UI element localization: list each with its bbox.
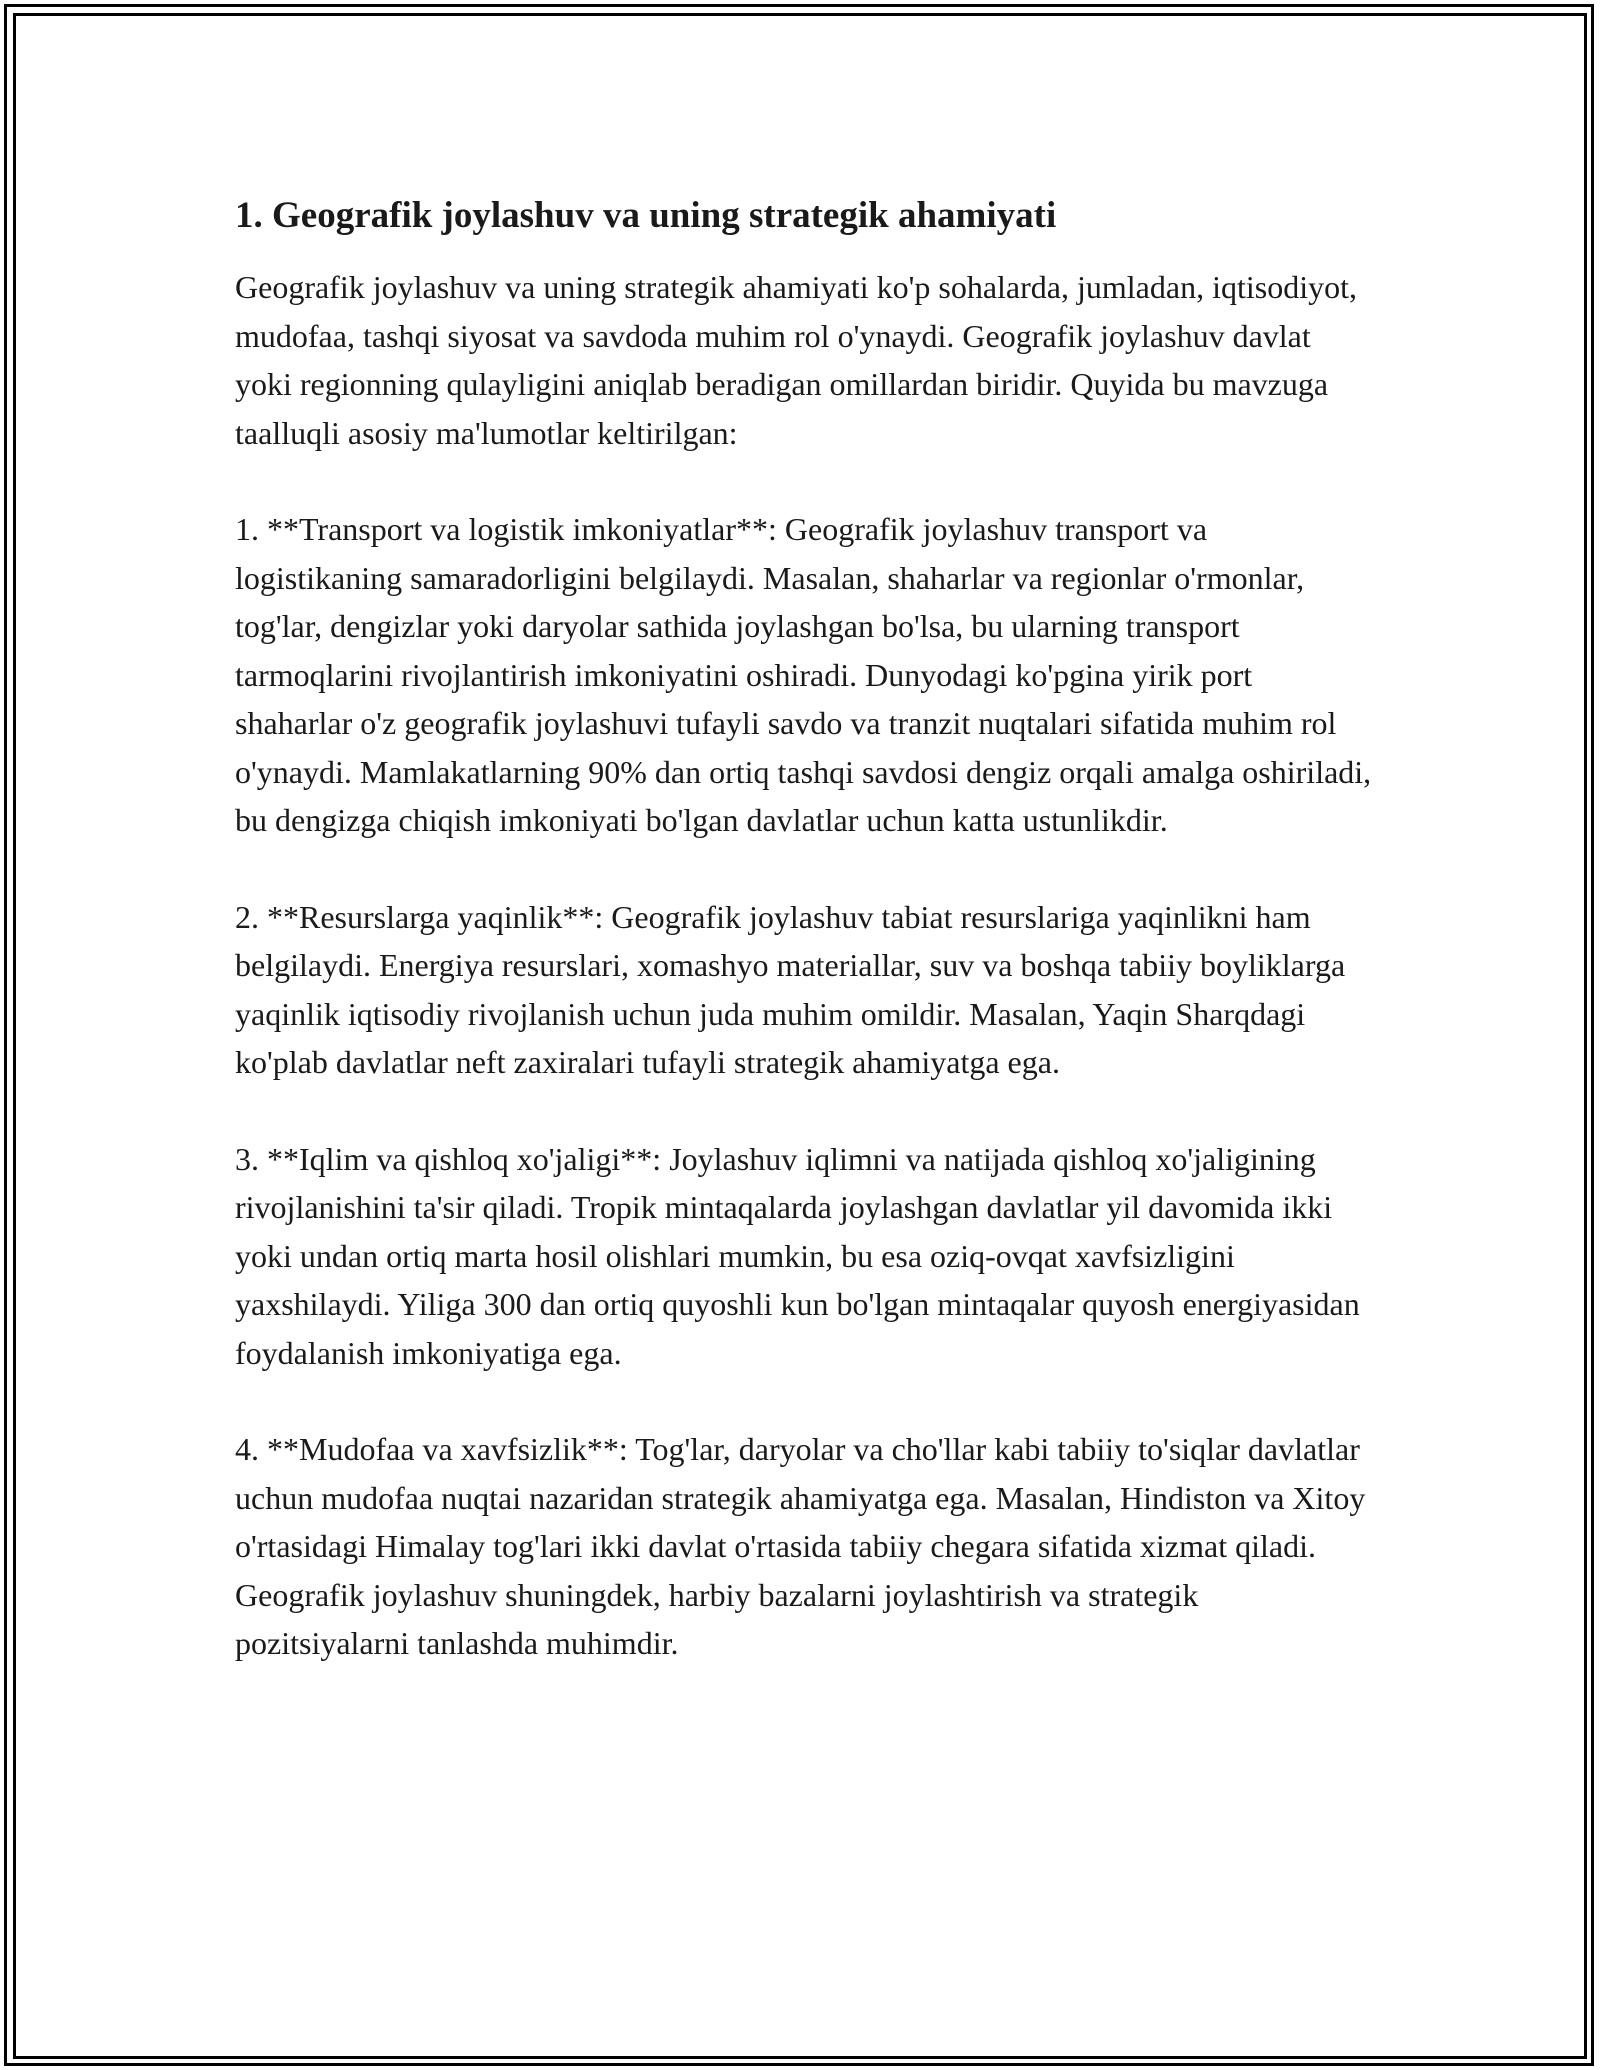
intro-paragraph: Geografik joylashuv va uning strategik ahamiyati ko'p sohalarda, jumladan, iqtisodiyot, mudofaa, tashqi siyosat va savdoda muhim rol o'ynaydi. Geografik joylashuv davlat yoki regionning qulayligini aniqlab beradigan omillardan biridir. Quyida bu mavzuga taalluqli asosiy ma'lumotlar keltirilgan: [235,269,1357,451]
document-title: 1. Geografik joylashuv va uning strategik ahamiyati [235,195,1057,236]
paragraph-defense: 4. **Mudofaa va xavfsizlik**: Tog'lar, daryolar va cho'llar kabi tabiiy to'siqlar davlatlar uchun mudofaa nuqtai nazaridan strategik ahamiyatga ega. Masalan, Hindiston va Xitoy o'rtasidagi Himalay tog'lari ikki davlat o'rtasida tabiiy chegara sifatida xizmat qiladi. Geografik joylashuv shuningdek, harbiy bazalarni joylashtirish va strategik pozitsiyalarni tanlashda muhimdir. [235,1431,1366,1661]
paragraph-climate: 3. **Iqlim va qishloq xo'jaligi**: Joylashuv iqlimni va natijada qishloq xo'jaligining rivojlanishini ta'sir qiladi. Tropik mintaqalarda joylashgan davlatlar yil davomida ikki yoki undan ortiq marta hosil olishlari mumkin, bu esa oziq-ovqat xavfsizligini yaxshilaydi. Yiliga 300 dan ortiq quyoshli kun bo'lgan mintaqalar quyosh energiyasidan foydalanish imkoniyatiga ega. [235,1140,1360,1371]
paragraph-resources: 2. **Resurslarga yaqinlik**: Geografik joylashuv tabiat resurslariga yaqinlikni ham belgilaydi. Energiya resurslari, xomashyo materiallar, suv va boshqa tabiiy boyliklarga yaqinlik iqtisodiy rivojlanish uchun juda muhim omildir. Masalan, Yaqin Sharqdagi ko'plab davlatlar neft zaxiralari tufayli strategik ahamiyatga ega. [235,898,1346,1080]
document-body [235,185,1375,1716]
paragraph-transport: 1. **Transport va logistik imkoniyatlar**: Geografik joylashuv transport va logistikaning samaradorligini belgilaydi. Masalan, shaharlar va regionlar o'rmonlar, tog'lar, dengizlar yoki daryolar sathida joylashgan bo'lsa, bu ularning transport tarmoqlarini rivojlantirish imkoniyatini oshiradi. Dunyodagi ko'pgina yirik port shaharlar o'z geografik joylashuvi tufayli savdo va tranzit nuqtalari sifatida muhim rol o'ynaydi. Mamlakatlarning 90% dan ortiq tashqi savdosi dengiz orqali amalga oshiriladi, bu dengizga chiqish imkoniyati bo'lgan davlatlar uchun katta ustunlikdir. [235,511,1372,838]
